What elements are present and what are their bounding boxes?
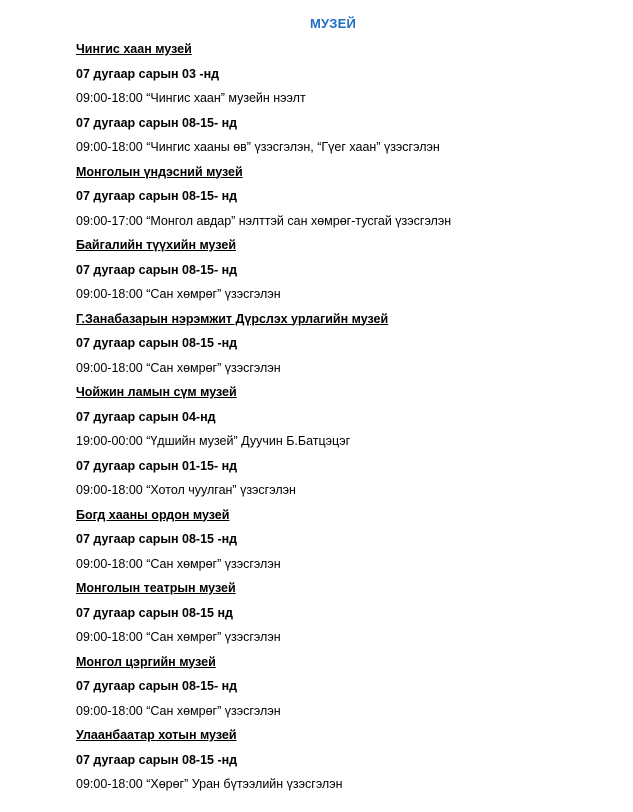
museum-heading: Байгалийн түүхийн музей bbox=[76, 238, 237, 252]
schedule-event: 09:00-18:00 “Чингис хаан” музейн нээлт bbox=[76, 91, 306, 105]
schedule-date: 07 дугаар сарын 08-15 нд bbox=[76, 605, 233, 620]
schedule-event: 09:00-18:00 “Сан хөмрөг” үзэсгэлэн bbox=[76, 287, 281, 301]
schedule-event: 09:00-18:00 “Хөрөг” Уран бүтээлийн үзэсгэлэн bbox=[76, 777, 343, 791]
schedule-date: 07 дугаар сарын 08-15- нд bbox=[76, 115, 238, 130]
schedule-event: 09:00-18:00 “Чингис хааны өв” үзэсгэлэн, “Гүег хаан” үзэсгэлэн bbox=[76, 140, 440, 154]
schedule-date: 07 дугаар сарын 08-15- нд bbox=[76, 262, 238, 277]
schedule-date: 07 дугаар сарын 01-15- нд bbox=[76, 458, 238, 473]
schedule-event: 19:00-00:00 “Үдшийн музей” Дуучин Б.Батцэцэг bbox=[76, 434, 351, 448]
museum-heading: Монгол цэргийн музей bbox=[76, 654, 216, 669]
schedule-date: 07 дугаар сарын 08-15 -нд bbox=[76, 532, 238, 546]
schedule-date: 07 дугаар сарын 04-нд bbox=[76, 409, 216, 424]
museum-heading: Г.Занабазарын нэрэмжит Дүрслэх урлагийн музей bbox=[76, 311, 389, 326]
museum-heading: Чойжин ламын сүм музей bbox=[76, 385, 237, 399]
schedule-event: 09:00-18:00 “Хотол чуулган” үзэсгэлэн bbox=[76, 483, 296, 497]
museum-heading: Богд хааны ордон музей bbox=[76, 507, 230, 522]
schedule-date: 07 дугаар сарын 08-15- нд bbox=[76, 679, 238, 693]
museum-heading: Монголын үндэсний музей bbox=[76, 164, 243, 179]
museum-heading: Монголын театрын музей bbox=[76, 581, 236, 595]
schedule-event: 09:00-18:00 “Сан хөмрөг” үзэсгэлэн bbox=[76, 703, 281, 718]
page-title: МУЗЕЙ bbox=[309, 16, 357, 31]
schedule-event: 09:00-18:00 “Сан хөмрөг” үзэсгэлэн bbox=[76, 630, 281, 644]
schedule-event: 09:00-18:00 “Сан хөмрөг” үзэсгэлэн bbox=[76, 556, 281, 571]
schedule-date: 07 дугаар сарын 03 -нд bbox=[76, 66, 220, 81]
museum-heading: Чингис хаан музей bbox=[76, 42, 192, 56]
museum-list bbox=[76, 40, 621, 800]
schedule-event: 09:00-17:00 “Монгол авдар” нэлттэй сан хөмрөг-тусгай үзэсгэлэн bbox=[76, 213, 452, 228]
schedule-date: 07 дугаар сарын 08-15 -нд bbox=[76, 752, 238, 767]
schedule-event: 09:00-18:00 “Сан хөмрөг” үзэсгэлэн bbox=[76, 360, 281, 375]
schedule-date: 07 дугаар сарын 08-15- нд bbox=[76, 189, 238, 203]
schedule-date: 07 дугаар сарын 08-15 -нд bbox=[76, 336, 238, 350]
museum-heading: Улаанбаатар хотын музей bbox=[76, 728, 237, 742]
